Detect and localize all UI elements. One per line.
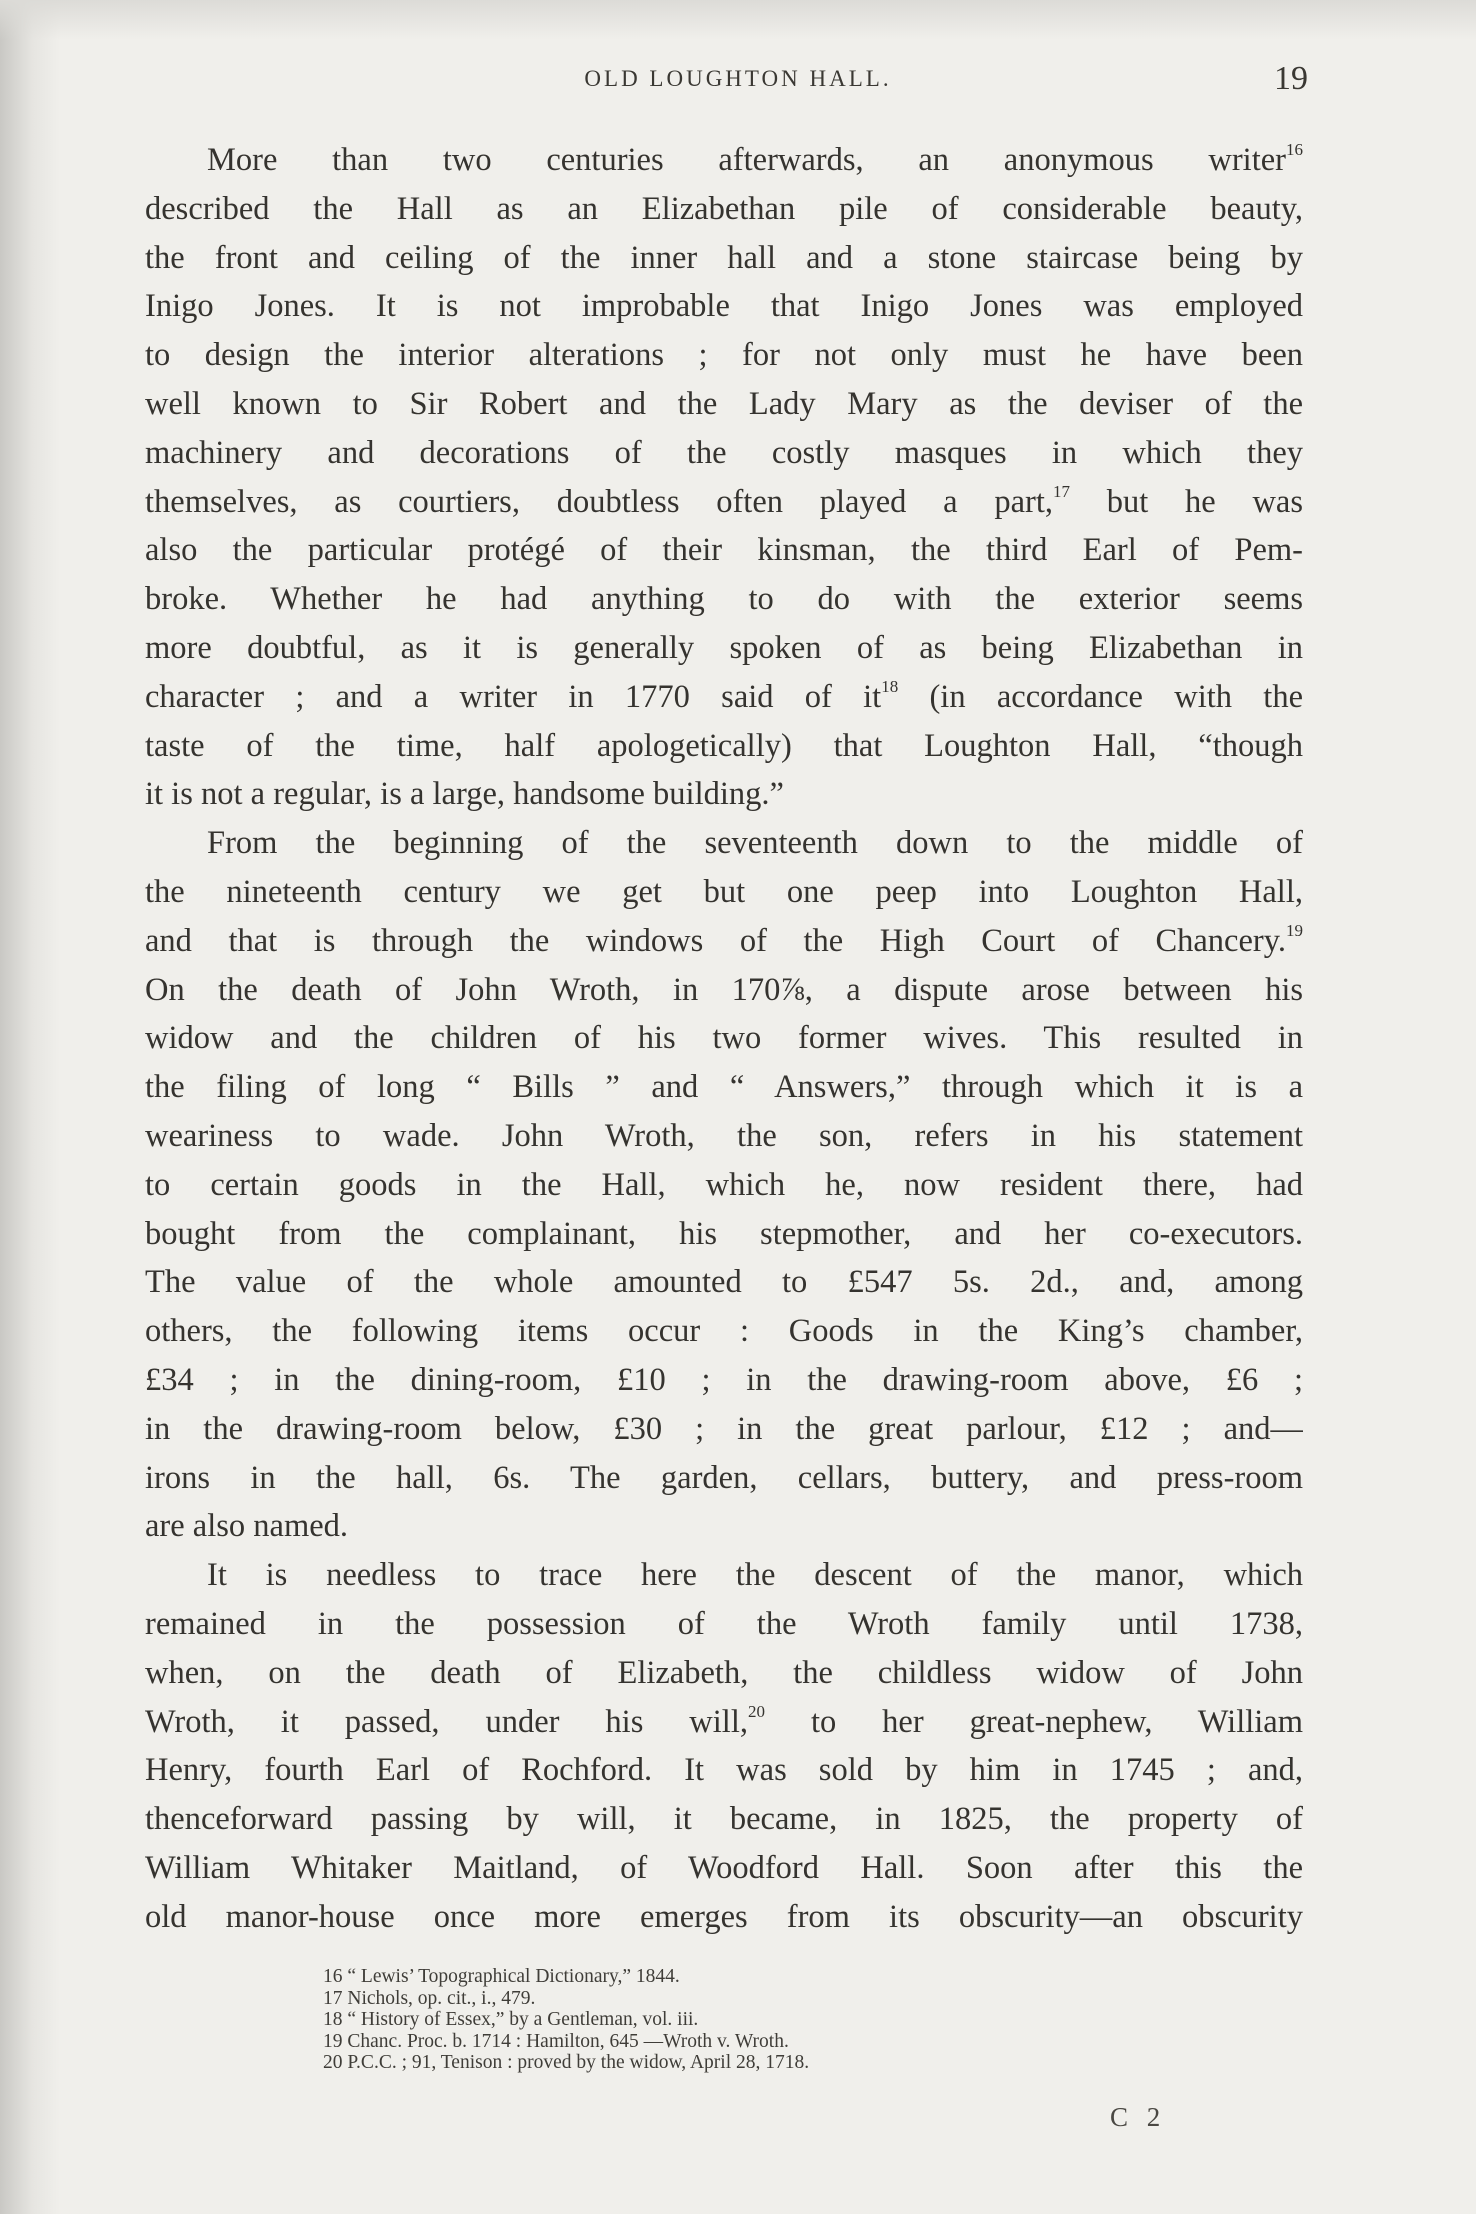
text-line	[145, 478, 1303, 527]
text-line	[145, 1649, 1303, 1698]
line-text: More than two centuries afterwards, an anonymous writer	[207, 142, 1286, 178]
text-line	[145, 673, 1303, 722]
line-text: in the drawing-room below, £30 ; in the great parlour, £12 ; and—	[145, 1410, 1303, 1447]
line-text: are also named.	[145, 1508, 349, 1545]
text-line	[145, 1014, 1303, 1063]
line-text: themselves, as courtiers, doubtless often played a part,	[145, 483, 1053, 520]
text-line	[145, 1356, 1303, 1405]
line-text: The value of the whole amounted to £547 5s. 2d., and, among	[145, 1264, 1303, 1301]
body-text	[145, 136, 1303, 1941]
line-text: weariness to wade. John Wroth, the son, refers in his statement	[145, 1117, 1303, 1154]
line-text: broke. Whether he had anything to do with the exterior seems	[145, 581, 1303, 618]
line-text: Inigo Jones. It is not improbable that Inigo Jones was employed	[145, 288, 1303, 325]
text-line	[145, 185, 1303, 234]
line-text: the filing of long “ Bills ” and “ Answers,” through which it is a	[145, 1069, 1303, 1106]
line-text: William Whitaker Maitland, of Woodford Hall. Soon after this the	[145, 1849, 1303, 1886]
text-line	[145, 1161, 1303, 1210]
line-text: taste of the time, half apologetically) that Loughton Hall, “though	[145, 727, 1303, 764]
text-line	[145, 1844, 1303, 1893]
text-line	[145, 868, 1303, 917]
text-line	[145, 1258, 1303, 1307]
line-text: and that is through the windows of the High Court of Chancery.	[145, 922, 1286, 959]
line-text: machinery and decorations of the costly masques in which they	[145, 434, 1303, 471]
text-line	[145, 1551, 1303, 1600]
signature-mark: C 2	[1110, 2102, 1167, 2132]
text-line	[145, 429, 1303, 478]
footnote-ref: 20	[748, 1701, 765, 1721]
text-line	[145, 234, 1303, 283]
text-line	[145, 380, 1303, 429]
text-line	[145, 1795, 1303, 1844]
text-line	[145, 1454, 1303, 1503]
line-text: On the death of John Wroth, in 170⅞, a dispute arose between his	[145, 971, 1303, 1008]
line-text: £34 ; in the dining-room, £10 ; in the drawing-room above, £6 ;	[145, 1361, 1303, 1398]
line-text: well known to Sir Robert and the Lady Mary as the deviser of the	[145, 385, 1303, 422]
line-text: old manor-house once more emerges from its obscurity—an obscurity	[145, 1898, 1303, 1935]
line-text: widow and the children of his two former wives. This resulted in	[145, 1020, 1303, 1057]
text-line	[145, 282, 1303, 331]
footnote-ref: 16	[1286, 140, 1303, 159]
footnote-ref: 19	[1286, 920, 1303, 940]
line-text: From the beginning of the seventeenth down to the middle of	[207, 825, 1303, 862]
line-text: the front and ceiling of the inner hall and a stone staircase being by	[145, 239, 1303, 276]
footnote-ref: 18	[881, 676, 899, 696]
footnote: 19 Chanc. Proc. b. 1714 : Hamilton, 645 —Wroth v. Wroth.	[323, 2030, 789, 2052]
text-line	[145, 526, 1303, 575]
text-line	[145, 917, 1303, 966]
text-line	[145, 136, 1303, 185]
text-line	[145, 331, 1303, 380]
line-text-continued: but he was	[1069, 483, 1303, 520]
text-line	[145, 1063, 1303, 1112]
text-line	[145, 966, 1303, 1015]
text-line	[145, 1746, 1303, 1795]
text-line	[145, 1405, 1303, 1454]
footnote: 16 “ Lewis’ Topographical Dictionary,” 1844.	[323, 1966, 680, 1987]
line-text: It is needless to trace here the descent of the manor, which	[207, 1557, 1303, 1594]
footnote: 17 Nichols, op. cit., i., 479.	[323, 1987, 536, 2009]
running-head	[0, 60, 1476, 106]
text-line	[145, 624, 1303, 673]
line-text: remained in the possession of the Wroth family until 1738,	[145, 1605, 1303, 1642]
page-top-shadow	[0, 0, 1476, 40]
running-title: OLD LOUGHTON HALL.	[584, 66, 892, 91]
footnote: 20 P.C.C. ; 91, Tenison : proved by the widow, April 28, 1718.	[323, 2052, 810, 2073]
line-text: to design the interior alterations ; for not only must he have been	[145, 337, 1303, 374]
footnote: 18 “ History of Essex,” by a Gentleman, vol. iii.	[323, 2009, 699, 2030]
text-line	[145, 1112, 1303, 1161]
page-binding-shadow	[0, 0, 60, 2214]
line-text: to certain goods in the Hall, which he, now resident there, had	[145, 1166, 1303, 1203]
page-number: 19	[1274, 60, 1308, 97]
text-line	[145, 1210, 1303, 1259]
line-text: Henry, fourth Earl of Rochford. It was sold by him in 1745 ; and,	[145, 1752, 1303, 1789]
line-text: the nineteenth century we get but one peep into Loughton Hall,	[145, 873, 1303, 910]
line-text: Wroth, it passed, under his will,	[145, 1703, 748, 1740]
line-text: character ; and a writer in 1770 said of it	[145, 678, 882, 715]
line-text: more doubtful, as it is generally spoken of as being Elizabethan in	[145, 629, 1303, 666]
line-text: it is not a regular, is a large, handsome building.”	[145, 776, 784, 813]
text-line	[145, 1600, 1303, 1649]
text-line	[145, 1698, 1303, 1747]
line-text-continued: to her great-nephew, William	[765, 1703, 1303, 1740]
text-line	[145, 1307, 1303, 1356]
line-text: described the Hall as an Elizabethan pile of considerable beauty,	[145, 190, 1303, 227]
text-line	[145, 575, 1303, 624]
line-text: when, on the death of Elizabeth, the childless widow of John	[145, 1654, 1303, 1691]
footnotes	[323, 1966, 1223, 2074]
line-text: irons in the hall, 6s. The garden, cellars, buttery, and press-room	[145, 1459, 1303, 1496]
text-line	[145, 1893, 1303, 1942]
line-text: thenceforward passing by will, it became, in 1825, the property of	[145, 1801, 1303, 1838]
text-line	[145, 770, 1303, 819]
line-text: others, the following items occur : Goods in the King’s chamber,	[145, 1313, 1303, 1350]
text-line	[145, 722, 1303, 771]
footnote-ref: 17	[1052, 481, 1070, 501]
line-text: bought from the complainant, his stepmother, and her co-executors.	[145, 1215, 1303, 1252]
line-text: also the particular protégé of their kinsman, the third Earl of Pem-	[145, 532, 1303, 569]
line-text-continued: (in accordance with the	[898, 678, 1303, 715]
text-line	[145, 819, 1303, 868]
text-line	[145, 1502, 1303, 1551]
